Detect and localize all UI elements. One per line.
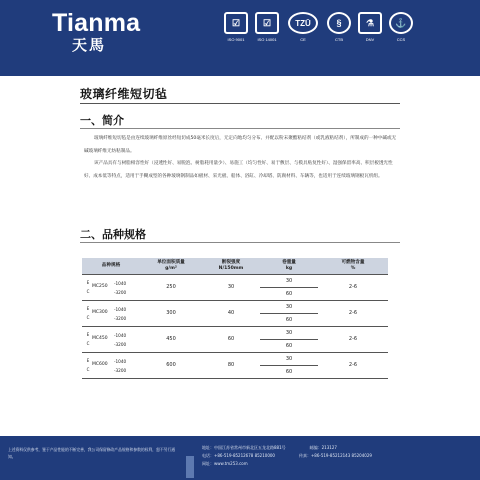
cell-roll: 30 [260, 274, 318, 287]
cell-spec: E C MC300 -1040 -3200 [82, 300, 140, 326]
checkmark-icon: ☑ [224, 12, 248, 34]
cell-strength: 60 [202, 326, 260, 352]
table-header-row [82, 258, 388, 274]
logo-chinese: 天馬 [72, 36, 107, 54]
cell-roll: 60 [260, 313, 318, 326]
col-header-mass: 单位面积质量 g/m² [140, 258, 202, 274]
cell-spec: E C MC450 -1040 -3200 [82, 326, 140, 352]
intro-paragraph-1: 玻璃纤维短切毡是由连续玻璃纤维原丝经短切成50毫米长度后，无定向地均匀分布、并配以粉末聚酯粘结剂（或乳液粘结剂），所制成的一种中碱或无碱玻璃纤维无纺粘制品。 [84, 136, 397, 154]
cert-ctb [325, 12, 353, 58]
col-header-spec: 品种规格 [82, 258, 140, 274]
spec-table [82, 258, 388, 379]
phone-line: 电话：+86-519-85212678 85210000 传真：+86-519-85212143 85204029 [202, 453, 372, 458]
page-title: 玻璃纤维短切毡 [80, 87, 168, 101]
seal-icon: § [327, 12, 351, 34]
section-divider [80, 128, 400, 129]
cell-strength: 80 [202, 352, 260, 378]
cell-roll: 60 [260, 339, 318, 352]
intro-text [84, 133, 400, 183]
cell-mass: 250 [140, 274, 202, 300]
cell-roll: 30 [260, 326, 318, 339]
disclaimer-text: 上述资料仅供参考，鉴于产品性能的不断完善，我公司保留修改产品规格和参数的权利，恕不另行通知。 [8, 447, 176, 459]
cell-roll: 30 [260, 300, 318, 313]
cert-iso9001 [222, 12, 250, 58]
footer-accent-bar [186, 456, 194, 478]
cert-label: CCS [396, 37, 406, 42]
cell-roll: 30 [260, 352, 318, 365]
cell-mass: 600 [140, 352, 202, 378]
cert-iso14001 [253, 12, 281, 58]
cell-combustible: 2-6 [318, 274, 388, 300]
cert-label: ISO 14001 [257, 37, 277, 42]
cell-strength: 40 [202, 300, 260, 326]
cell-combustible: 2-6 [318, 326, 388, 352]
flask-icon: ⚗ [358, 12, 382, 34]
tzu-mark-icon: TZŪ [288, 12, 318, 34]
table-row [82, 352, 388, 365]
cert-ccs [387, 12, 415, 58]
cert-dnv [356, 12, 384, 58]
website-link[interactable]: 网址：www.tm253.com [202, 461, 248, 466]
cert-label: DNV [365, 37, 375, 42]
cell-combustible: 2-6 [318, 300, 388, 326]
col-header-combustible: 可燃物含量 % [318, 258, 388, 274]
table-row [82, 326, 388, 339]
cert-ce [284, 12, 322, 58]
cell-mass: 450 [140, 326, 202, 352]
intro-paragraph-2: 该产品具有与树脂相容性好（浸透性好、易脱泡、树脂耗用量少）、易施工（均匀性好、易于敷层、与模具贴复性好）、湿强保留率高、积层板透光性好、成本低等特点，适用于手糊成型的各种玻璃钢制品如板材、采光板、船体、浴缸、冷却塔、防腐材料、车辆等，也适用于连续玻璃钢板瓦机组。 [84, 161, 393, 179]
contact-info [202, 444, 462, 468]
certification-logos [222, 12, 452, 58]
section-divider [80, 242, 400, 243]
logo-english: Tianma [52, 9, 141, 37]
col-header-roll-weight: 卷重量 kg [260, 258, 318, 274]
cert-label: CE [300, 37, 306, 42]
col-header-strength: 断裂强度 N/150mm [202, 258, 260, 274]
anchor-icon: ⚓ [389, 12, 413, 34]
checkmark-icon: ☑ [255, 12, 279, 34]
cert-label: CTB [335, 37, 343, 42]
title-divider [80, 103, 400, 104]
cell-combustible: 2-6 [318, 352, 388, 378]
cell-mass: 300 [140, 300, 202, 326]
cell-roll: 60 [260, 287, 318, 300]
cell-strength: 30 [202, 274, 260, 300]
company-logo [52, 10, 140, 54]
cert-label: ISO 9001 [227, 37, 245, 42]
footer-banner [0, 436, 480, 480]
section-heading-specs: 二、品种规格 [80, 228, 146, 241]
cell-roll: 60 [260, 365, 318, 378]
cell-spec: E C MC600 -1040 -3200 [82, 352, 140, 378]
cell-spec: E C MC250 -1040 -3200 [82, 274, 140, 300]
address-line: 地址：中国江苏省常州市新北区五龙北路881号 邮编：213127 [202, 445, 337, 450]
section-heading-intro: 一、简介 [80, 114, 124, 127]
header-banner [0, 0, 480, 76]
table-row [82, 274, 388, 287]
table-row [82, 300, 388, 313]
